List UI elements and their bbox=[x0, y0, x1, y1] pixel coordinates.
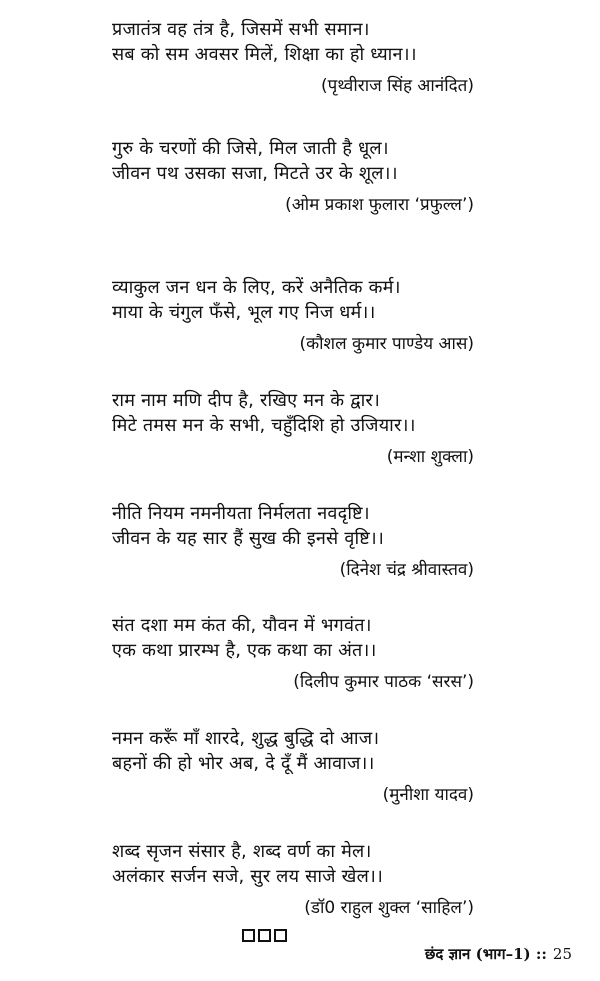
ornament-square-icon bbox=[258, 929, 271, 942]
doha-line-1: संत दशा मम कंत की, यौवन में भगवंत। bbox=[112, 615, 372, 636]
poet-name: (ओम प्रकाश फुलारा ‘प्रफुल्ल’) bbox=[285, 195, 474, 215]
ornament-square-icon bbox=[274, 929, 287, 942]
doha-line-2: बहनों की हो भोर अब, दे दूँ मैं आवाज।। bbox=[112, 753, 375, 774]
doha-line-2: जीवन पथ उसका सजा, मिटते उर के शूल।। bbox=[112, 163, 398, 184]
doha-line-1: नीति नियम नमनीयता निर्मलता नवदृष्टि। bbox=[112, 503, 370, 524]
doha-line-2: मिटे तमस मन के सभी, चहुँदिशि हो उजियार।। bbox=[112, 415, 416, 436]
doha-line-1: व्याकुल जन धन के लिए, करें अनैतिक कर्म। bbox=[112, 277, 401, 298]
doha-stanza-3 bbox=[112, 276, 476, 356]
doha-line-1: प्रजातंत्र वह तंत्र है, जिसमें सभी समान। bbox=[112, 19, 370, 40]
doha-line-1: राम नाम मणि दीप है, रखिए मन के द्वार। bbox=[112, 390, 381, 411]
poet-name: (मन्शा शुक्ला) bbox=[386, 447, 474, 467]
doha-line-1: शब्द सृजन संसार है, शब्द वर्ण का मेल। bbox=[112, 841, 372, 862]
doha-line-1: गुरु के चरणों की जिसे, मिल जाती है धूल। bbox=[112, 138, 389, 159]
doha-stanza-1 bbox=[112, 18, 476, 98]
doha-line-2: एक कथा प्रारम्भ है, एक कथा का अंत।। bbox=[112, 640, 377, 661]
doha-stanza-5 bbox=[112, 502, 476, 582]
poet-name: (दिनेश चंद्र श्रीवास्तव) bbox=[339, 560, 474, 580]
poet-name: (मुनीशा यादव) bbox=[382, 785, 474, 805]
doha-line-2: जीवन के यह सार हैं सुख की इनसे वृष्टि।। bbox=[112, 528, 384, 549]
poet-name: (पृथ्वीराज सिंह आनंदित) bbox=[321, 76, 474, 96]
doha-line-2: अलंकार सर्जन सजे, सुर लय साजे खेल।। bbox=[112, 866, 384, 887]
poet-name: (दिलीप कुमार पाठक ‘सरस’) bbox=[293, 672, 474, 692]
ornament-square-icon bbox=[242, 929, 255, 942]
page-footer bbox=[425, 944, 572, 964]
doha-line-2: माया के चंगुल फँसे, भूल गए निज धर्म।। bbox=[112, 302, 376, 323]
section-end-ornament bbox=[242, 929, 287, 942]
poet-name: (डॉ0 राहुल शुक्ल ‘साहिल’) bbox=[304, 898, 474, 918]
running-title: छंद ज्ञान (भाग–1) :: bbox=[424, 945, 547, 963]
doha-stanza-7 bbox=[112, 727, 476, 807]
page-number: 25 bbox=[552, 945, 572, 963]
poet-name: (कौशल कुमार पाण्डेय आस) bbox=[299, 334, 474, 354]
doha-stanza-8 bbox=[112, 840, 476, 920]
doha-stanza-4 bbox=[112, 389, 476, 469]
doha-stanza-2 bbox=[112, 137, 476, 217]
doha-line-2: सब को सम अवसर मिलें, शिक्षा का हो ध्यान।। bbox=[112, 44, 417, 65]
doha-line-1: नमन करूँ माँ शारदे, शुद्ध बुद्धि दो आज। bbox=[112, 728, 380, 749]
doha-stanza-6 bbox=[112, 614, 476, 694]
